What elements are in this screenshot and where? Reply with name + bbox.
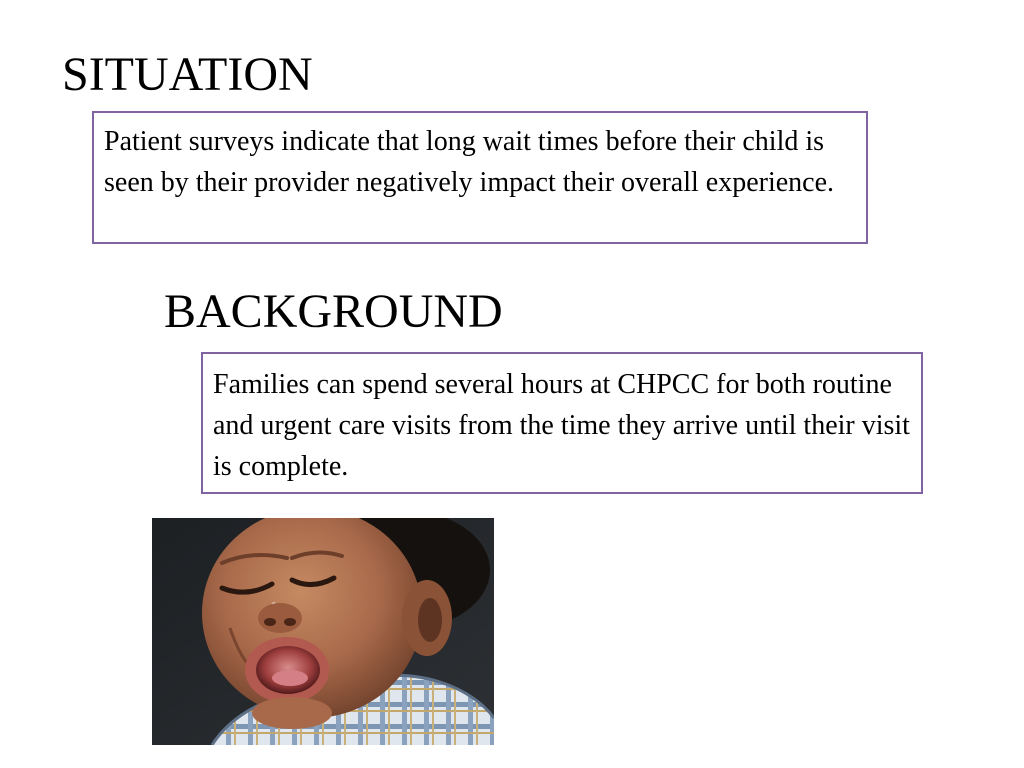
background-text: Families can spend several hours at CHPCC for both routine and urgent care visits from the time they arrive until their visit is complete. [213,369,910,482]
situation-text: Patient surveys indicate that long wait times before their child is seen by their provider negatively impact their overall experience. [104,126,835,198]
crying-baby-photo [152,518,494,745]
situation-heading: SITUATION [62,48,313,101]
background-heading: BACKGROUND [164,285,503,338]
background-text-box [201,352,923,494]
situation-text-box [92,111,868,244]
